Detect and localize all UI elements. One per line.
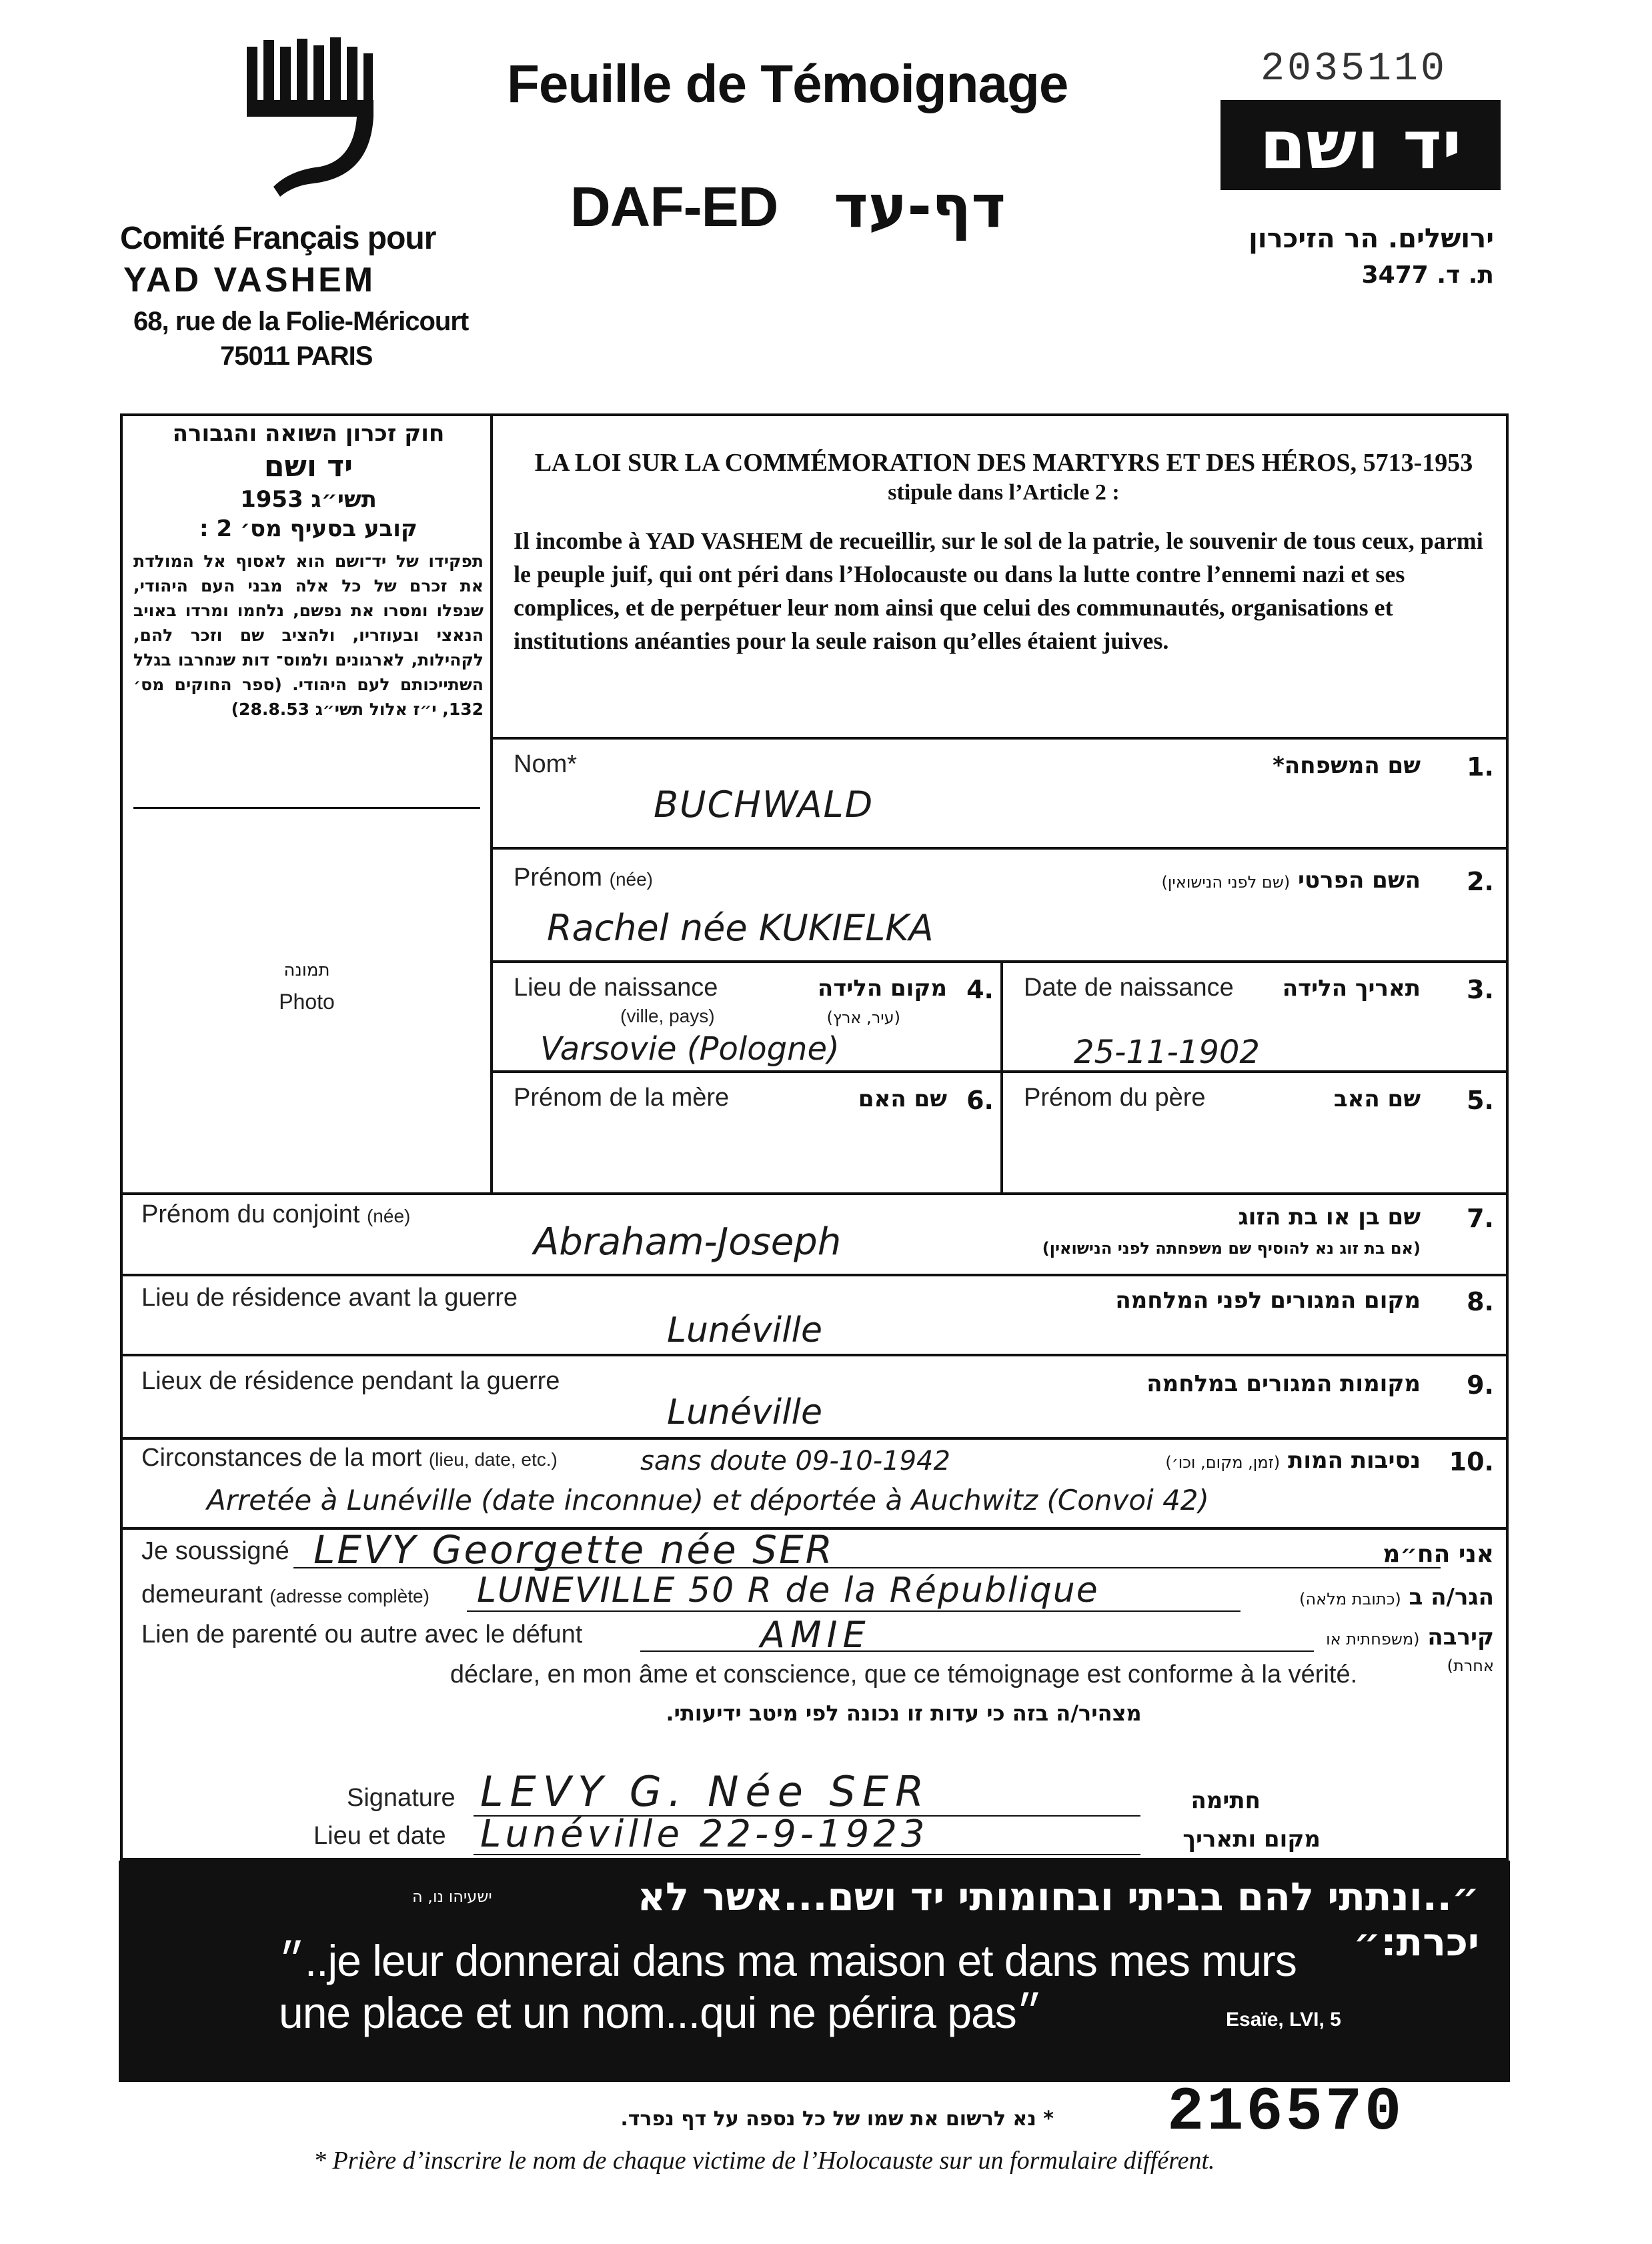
row-line-8: [120, 1437, 1509, 1440]
field-conjoint-label: [141, 1200, 410, 1229]
field-nom-label: Nom*: [514, 750, 578, 778]
soussigne-label: Je soussigné: [141, 1537, 289, 1565]
logo-text: יד ושם: [1259, 106, 1462, 184]
law-he-bottom-line: [133, 807, 480, 809]
lieu-date-label: Lieu et date: [313, 1822, 446, 1850]
soussigne-label-he: אני הח״מ: [1383, 1540, 1494, 1568]
field-prenom-note: (née): [609, 869, 653, 890]
field-prenom-pere-label-he: שם האב: [1333, 1086, 1421, 1112]
field-conjoint-label-text: Prénom du conjoint: [141, 1200, 360, 1228]
committee-line2: YAD VASHEM: [123, 261, 376, 299]
banner-french-line2: une place et un nom...qui ne périra pas״: [279, 1988, 1042, 2037]
footer-note-he: * נא לרשום את שמו של כל נספה על דף נפרד.: [620, 2107, 1054, 2131]
law-fr-title: LA LOI SUR LA COMMÉMORATION DES MARTYRS ET DES HÉROS, 5713-1953: [534, 449, 1473, 477]
committee-line1: Comité Français pour: [120, 221, 436, 256]
demeurant-line: [467, 1610, 1241, 1612]
signature-label-he: חתימה: [1190, 1787, 1261, 1814]
birth-col-divider: [1000, 960, 1003, 1194]
law-box-hebrew: [133, 420, 484, 807]
field-prenom-mere-num: 6.: [966, 1086, 994, 1115]
field-prenom-num: 2.: [1467, 867, 1494, 896]
law-he-line2: יד ושם: [263, 449, 353, 483]
field-residence-pendant-label-he: מקומות המגורים במלחמה: [1146, 1370, 1421, 1397]
committee-line4: 75011 PARIS: [220, 341, 373, 371]
field-lieu-naissance-note-he: (עיר, ארץ): [826, 1008, 900, 1027]
field-lieu-naissance-label: Lieu de naissance: [514, 974, 718, 1002]
row-line-3: [490, 960, 1509, 963]
lien-value[interactable]: AMIE: [760, 1614, 871, 1656]
field-prenom-he-note: (שם לפני הנישואין): [1161, 873, 1291, 892]
row-line-4: [490, 1070, 1509, 1073]
field-date-naissance-num: 3.: [1467, 975, 1494, 1004]
demeurant-label-he: [1241, 1584, 1494, 1610]
law-box-french: [514, 448, 1494, 658]
field-circonstances-value-2[interactable]: Arretée à Lunéville (date inconnue) et déportée à Auchwitz (Convoi 42): [207, 1484, 1209, 1516]
demeurant-value[interactable]: LUNEVILLE 50 R de la République: [477, 1570, 1099, 1610]
document-number: 216570: [1167, 2077, 1405, 2147]
field-lieu-naissance-note: (ville, pays): [620, 1006, 715, 1026]
field-residence-avant-value[interactable]: Lunéville: [667, 1310, 822, 1350]
field-circonstances-value-1[interactable]: sans doute 09-10-1942: [640, 1446, 950, 1476]
row-line-2: [490, 847, 1509, 850]
field-lieu-naissance-label-he: מקום הלידה: [817, 975, 947, 1002]
form-title: Feuille de Témoignage: [507, 54, 1068, 113]
field-circonstances-num: 10.: [1449, 1447, 1494, 1476]
field-lieu-naissance-value[interactable]: Varsovie (Pologne): [540, 1030, 840, 1068]
field-prenom-label-he: [1034, 867, 1421, 894]
lien-label: Lien de parenté ou autre avec le défunt: [141, 1620, 583, 1648]
field-nom-num: 1.: [1467, 752, 1494, 782]
pobox-hebrew: ת. ד. 3477: [1361, 261, 1494, 289]
field-circonstances-he-text: נסיבות המות: [1288, 1447, 1421, 1474]
field-prenom-pere-label: Prénom du père: [1024, 1084, 1206, 1112]
field-prenom-pere-num: 5.: [1467, 1086, 1494, 1115]
field-residence-pendant-value[interactable]: Lunéville: [667, 1392, 822, 1432]
field-prenom-mere-label-he: שם האם: [858, 1086, 947, 1112]
field-date-naissance-label-he: תאריך הלידה: [1282, 975, 1421, 1002]
form-subtitle-hebrew: דף-עד: [834, 172, 1006, 241]
banner-hebrew: ״..ונתתי להם בביתי ובחומותי יד ושם...אשר לא יכרת:״: [637, 1874, 1479, 1965]
demeurant-note: (adresse complète): [269, 1586, 430, 1606]
field-conjoint-note: (née): [366, 1206, 411, 1226]
demeurant-label: [141, 1580, 430, 1609]
field-lieu-naissance-num: 4.: [966, 975, 994, 1004]
field-residence-avant-num: 8.: [1467, 1287, 1494, 1316]
photo-label-fr: Photo: [279, 990, 335, 1014]
committee-line3: 68, rue de la Folie-Méricourt: [133, 307, 469, 336]
statement-fr: déclare, en mon âme et conscience, que ce témoignage est conforme à la vérité.: [450, 1660, 1358, 1689]
field-prenom-mere-label: Prénom de la mère: [514, 1084, 730, 1112]
field-circonstances-label-text: Circonstances de la mort: [141, 1444, 422, 1472]
photo-label-he: תמונה: [283, 960, 330, 980]
field-prenom-label: [514, 864, 653, 892]
field-conjoint-note-he: (אם בת זוג נא להוסיף שם משפחתה לפני הנישואין): [1042, 1239, 1421, 1258]
demeurant-he-text: הגר/ה ב: [1409, 1584, 1494, 1610]
lieu-date-label-he: מקום ותאריך: [1182, 1826, 1321, 1853]
law-he-body: תפקידו של יד־ושם הוא לאסוף אל המולדת את זכרם של כל אלה מבני העם היהודי, שנפלו ומסרו את נפשם, נלחמו ומרדו באויב הנאצי ובעוזריו, ולהציב שם וזכר להם, לקהילות, לארגונים ולמוס־ דות שנחרבו בגלל השתייכותם לעם היהודי. (ספר החוקים מס׳ 132, י״ז אלול תשי״ג 28.8.53): [133, 551, 484, 719]
yad-vashem-emblem-icon: [233, 33, 387, 213]
quote-banner: [119, 1861, 1510, 2082]
footer-note-fr: * Prière d’inscrire le nom de chaque victime de l’Holocauste sur un formulaire différent.: [313, 2147, 1215, 2175]
banner-french-ref: Esaïe, LVI, 5: [1226, 2009, 1341, 2031]
lien-he-text: קירבה: [1427, 1624, 1494, 1650]
field-residence-avant-label-he: מקום המגורים לפני המלחמה: [1115, 1287, 1421, 1314]
field-conjoint-num: 7.: [1467, 1204, 1494, 1233]
row-line-5: [120, 1192, 1509, 1195]
field-circonstances-note: (lieu, date, etc.): [428, 1449, 558, 1470]
field-prenom-he-text: השם הפרטי: [1298, 867, 1421, 894]
address-hebrew: ירושלים. הר הזיכרון: [1249, 223, 1494, 254]
law-he-line3: תשי״ג 1953: [240, 486, 377, 513]
law-he-line4: קובע בסעיף מס׳ 2 :: [199, 515, 418, 542]
banner-hebrew-ref: ישעיהו נו, ה: [412, 1887, 492, 1906]
banner-french-line1: ״..je leur donnerai dans ma maison et dans mes murs: [279, 1936, 1297, 1985]
field-prenom-value[interactable]: Rachel née KUKIELKA: [547, 907, 934, 949]
field-circonstances-label: [141, 1444, 558, 1472]
statement-he: מצהיר/ה בזה כי עדות זו נכונה לפי מיטב ידיעותי.: [666, 1701, 1142, 1726]
lien-line: [640, 1650, 1314, 1652]
photo-area: [127, 960, 487, 1014]
field-conjoint-label-he: שם בן או בת הזוג: [1238, 1204, 1421, 1230]
field-residence-pendant-num: 9.: [1467, 1370, 1494, 1400]
row-line-6: [120, 1274, 1509, 1276]
lien-he-note: (משפחתית או אחרת): [1326, 1630, 1494, 1675]
soussigne-value[interactable]: LEVY Georgette née SER: [313, 1527, 834, 1572]
field-nom-label-he: שם המשפחה*: [1273, 752, 1421, 779]
demeurant-he-note: (כתובת מלאה): [1299, 1590, 1401, 1608]
law-he-line1: חוק זכרון השואה והגבורה: [172, 420, 445, 447]
field-prenom-label-text: Prénom: [514, 864, 603, 892]
field-circonstances-label-he: [1067, 1447, 1421, 1474]
row-line-1: [490, 737, 1509, 740]
field-residence-avant-label: Lieu de résidence avant la guerre: [141, 1284, 518, 1312]
left-column-divider: [490, 413, 493, 1194]
lieu-date-value[interactable]: Lunéville 22-9-1923: [480, 1813, 929, 1856]
field-conjoint-value[interactable]: Abraham-Joseph: [534, 1220, 842, 1264]
row-line-7: [120, 1354, 1509, 1356]
yad-vashem-logo-icon: [1220, 100, 1501, 190]
field-nom-value[interactable]: BUCHWALD: [654, 784, 874, 826]
law-fr-body: Il incombe à YAD VASHEM de recueillir, sur le sol de la patrie, le souvenir de tous ceux, parmi le peuple juif, qui ont péri dans l’Holocauste ou dans la lutte contre l’ennemi nazi et ses complices, et de perpétuer leur nom ainsi que celui des communautés, organisations et institutions anéanties pour la seule raison qu’elles étaient juives.: [514, 527, 1483, 654]
law-fr-subtitle: stipule dans l’Article 2 :: [888, 480, 1120, 505]
field-date-naissance-label: Date de naissance: [1024, 974, 1234, 1002]
form-subtitle-latin: DAF-ED: [570, 175, 778, 238]
field-date-naissance-value[interactable]: 25-11-1902: [1074, 1034, 1260, 1071]
demeurant-label-text: demeurant: [141, 1580, 263, 1608]
field-residence-pendant-label: Lieux de résidence pendant la guerre: [141, 1367, 560, 1395]
field-circonstances-he-note: (זמן, מקום, וכו׳): [1165, 1453, 1281, 1472]
signature-value[interactable]: LEVY G. Née SER: [480, 1767, 931, 1816]
signature-label: Signature: [347, 1784, 456, 1812]
registration-number: 2035110: [1261, 47, 1448, 92]
